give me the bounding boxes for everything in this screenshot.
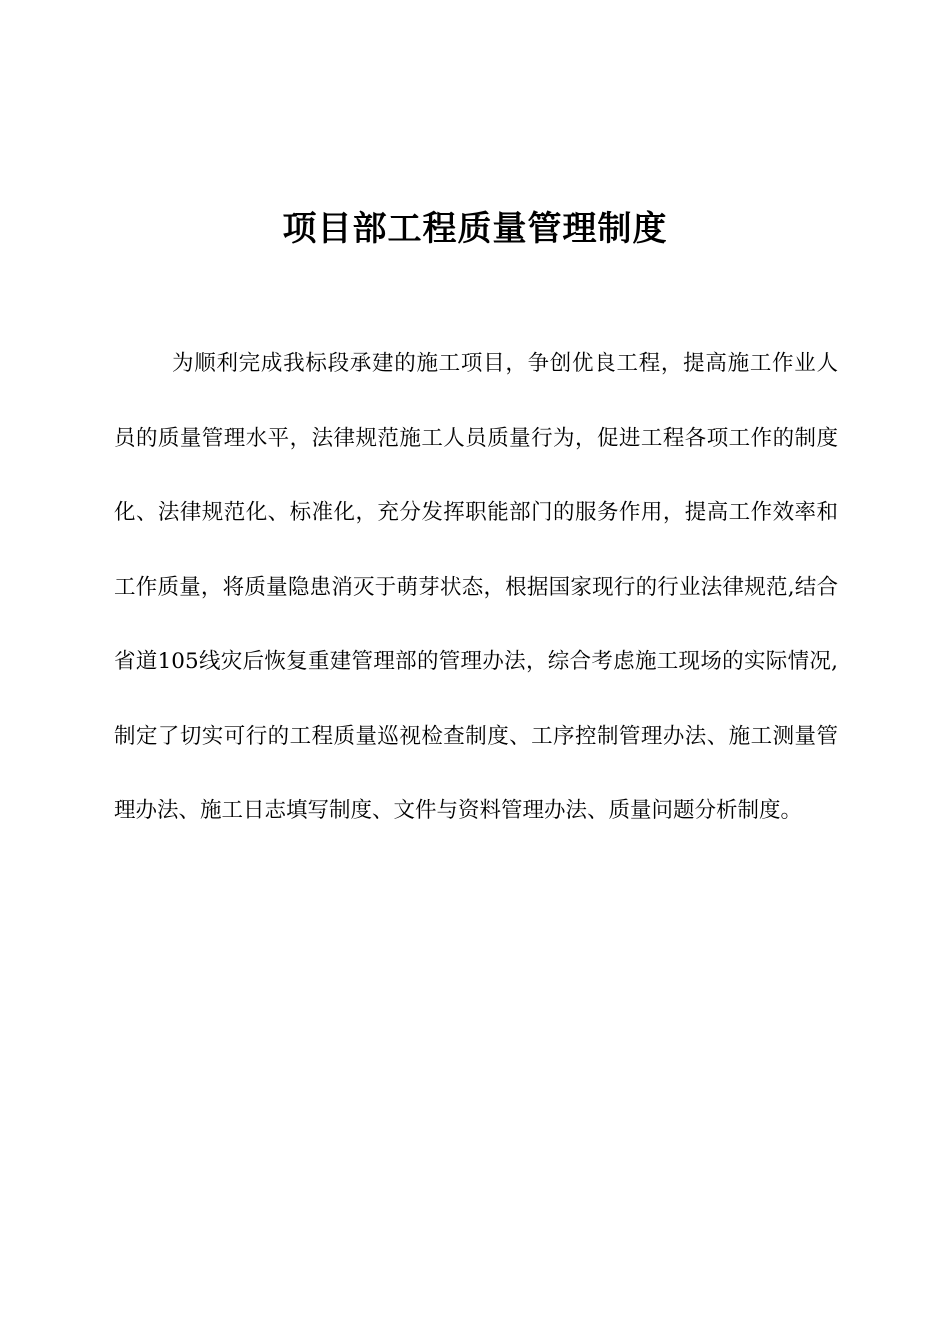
document-title: 项目部工程质量管理制度 (282, 209, 668, 249)
document-paragraph: 为顺利完成我标段承建的施工项目，争创优良工程，提高施工作业人员的质量管理水平，法律规范施工人员质量行为，促进工程各项工作的制度化、法律规范化、标准化，充分发挥职能部门的服务作用，提高工作效率和工作质量，将质量隐患消灭于萌芽状态，根据国家现行的行业法律规范,结合省道105线灾后恢复重建管理部的管理办法，综合考虑施工现场的实际情况,制定了切实可行的工程质量巡视检查制度、工序控制管理办法、施工测量管理办法、施工日志填写制度、文件与资料管理办法、质量问题分析制度。 (114, 351, 838, 823)
